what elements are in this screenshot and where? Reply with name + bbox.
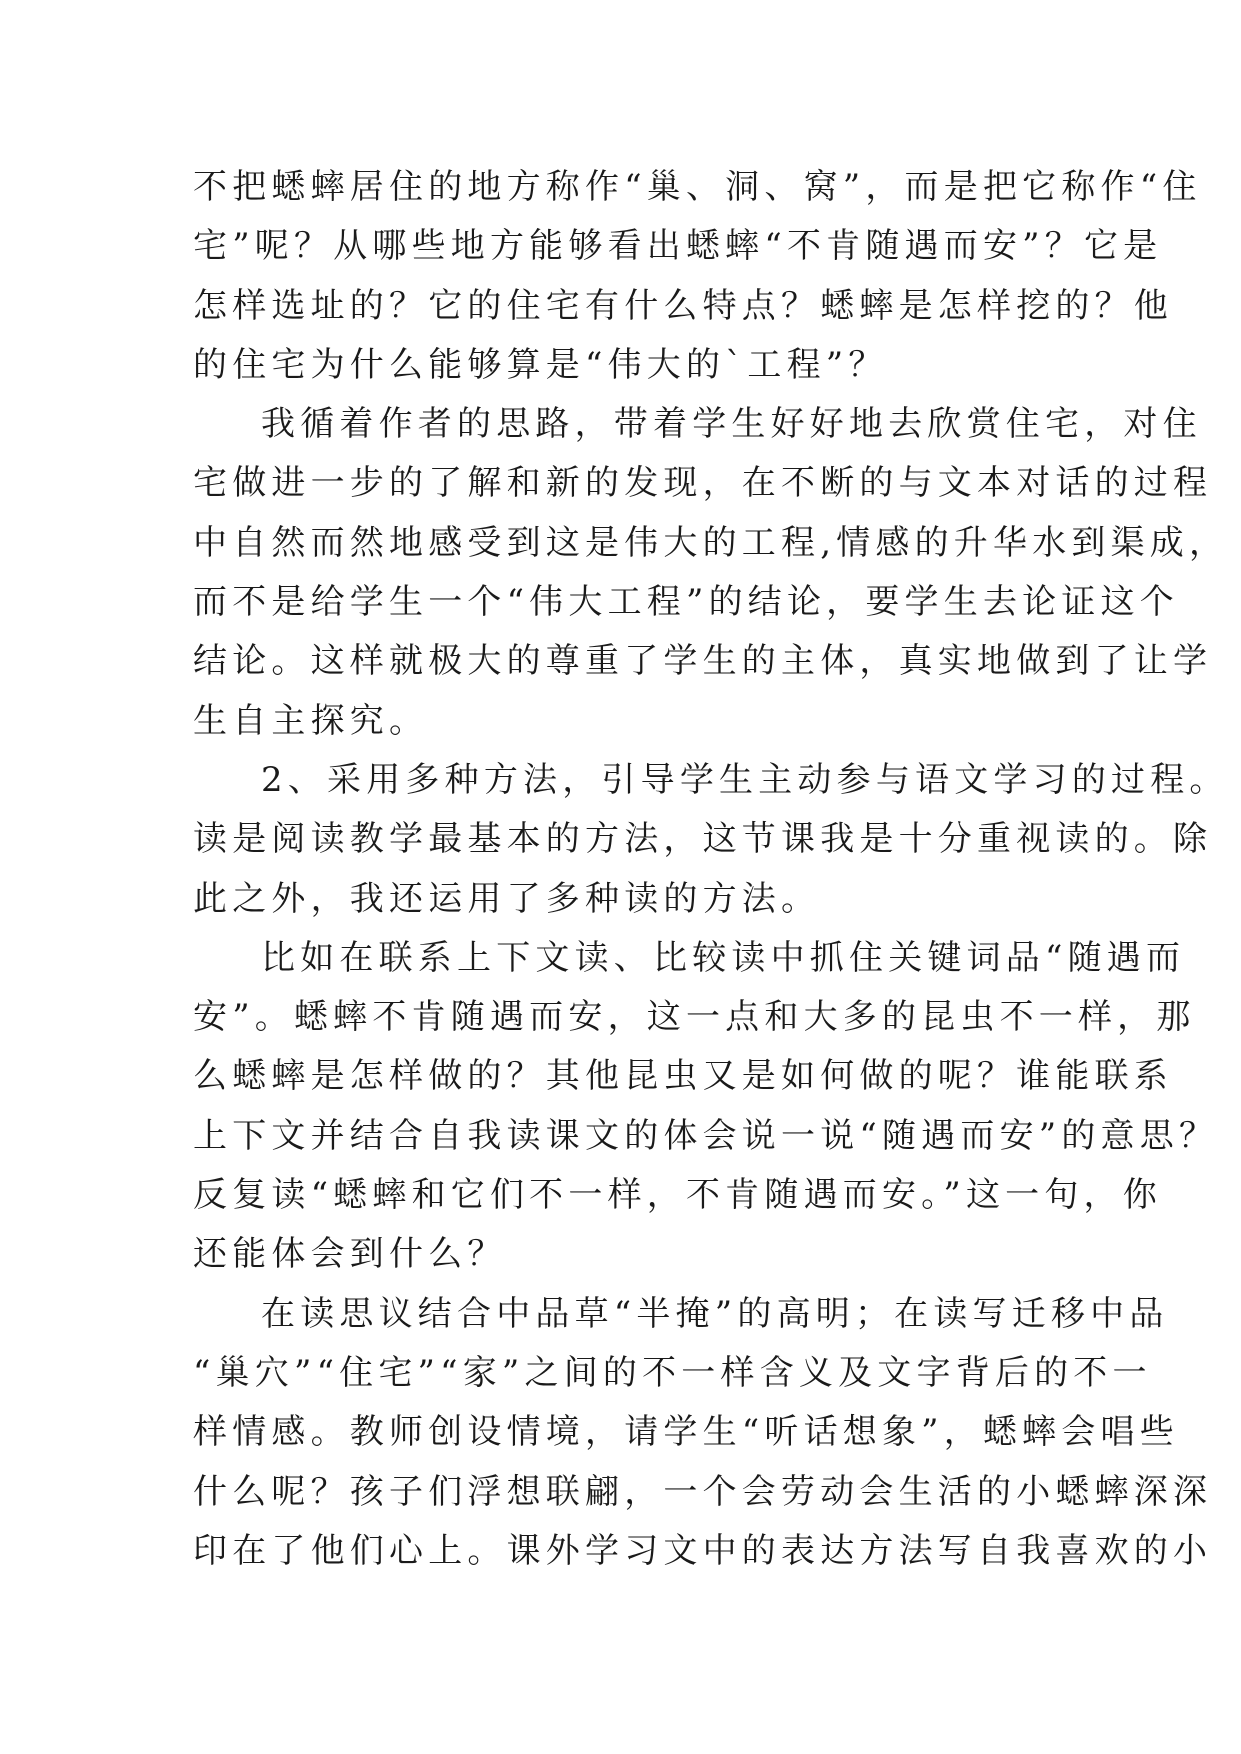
text-line: 上下文并结合自我读课文的体会说一说“随遇而安”的意思？ (193, 1115, 1219, 1156)
text-line: 印在了他们心上。课外学习文中的表达方法写自我喜欢的小 (193, 1530, 1213, 1571)
text-line: “巢穴”“住宅”“家”之间的不一样含义及文字背后的不一 (193, 1352, 1152, 1393)
text-line: 结论。这样就极大的尊重了学生的主体，真实地做到了让学 (193, 641, 1213, 682)
text-line: 么蟋蟀是怎样做的？其他昆虫又是如何做的呢？谁能联系 (193, 1056, 1173, 1097)
text-line: 中自然而然地感受到这是伟大的工程,情感的升华水到渠成， (193, 522, 1229, 563)
text-line: 而不是给学生一个“伟大工程”的结论，要学生去论证这个 (193, 582, 1179, 623)
body-text (193, 158, 1229, 1581)
text-line: 不把蟋蟀居住的地方称作“巢、洞、窝”，而是把它称作“住 (193, 167, 1202, 207)
text-line: 样情感。教师创设情境，请学生“听话想象”，蟋蟀会唱些 (193, 1412, 1179, 1453)
text-line: 此之外，我还运用了多种读的方法。 (193, 878, 821, 919)
paragraph-first-line: 比如在联系上下文读、比较读中抓住关键词品“随遇而 (261, 937, 1186, 978)
text-line: 安”。蟋蟀不肯随遇而安，这一点和大多的昆虫不一样，那 (193, 997, 1196, 1038)
text-line: 的住宅为什么能够算是“伟大的`工程”？ (193, 344, 888, 385)
paragraph-first-line: 2、采用多种方法，引导学生主动参与语文学习的过程。 (261, 759, 1229, 800)
text-line: 还能体会到什么？ (193, 1234, 507, 1275)
text-line: 什么呢？孩子们浮想联翩，一个会劳动会生活的小蟋蟀深深 (193, 1471, 1213, 1512)
text-line: 宅做进一步的了解和新的发现，在不断的与文本对话的过程 (193, 463, 1213, 504)
text-line: 读是阅读教学最基本的方法，这节课我是十分重视读的。除 (193, 819, 1213, 860)
paragraph-first-line: 在读思议结合中品草“半掩”的高明；在读写迁移中品 (261, 1293, 1169, 1334)
text-line: 怎样选址的？它的住宅有什么特点？蟋蟀是怎样挖的？他 (193, 285, 1173, 326)
paragraph-first-line: 我循着作者的思路，带着学生好好地去欣赏住宅，对住 (261, 404, 1202, 445)
text-line: 反复读“蟋蟀和它们不一样，不肯随遇而安。”这一句，你 (193, 1175, 1162, 1216)
text-line: 宅”呢？从哪些地方能够看出蟋蟀“不肯随遇而安”？它是 (193, 226, 1163, 267)
text-line: 生自主探究。 (193, 700, 429, 741)
